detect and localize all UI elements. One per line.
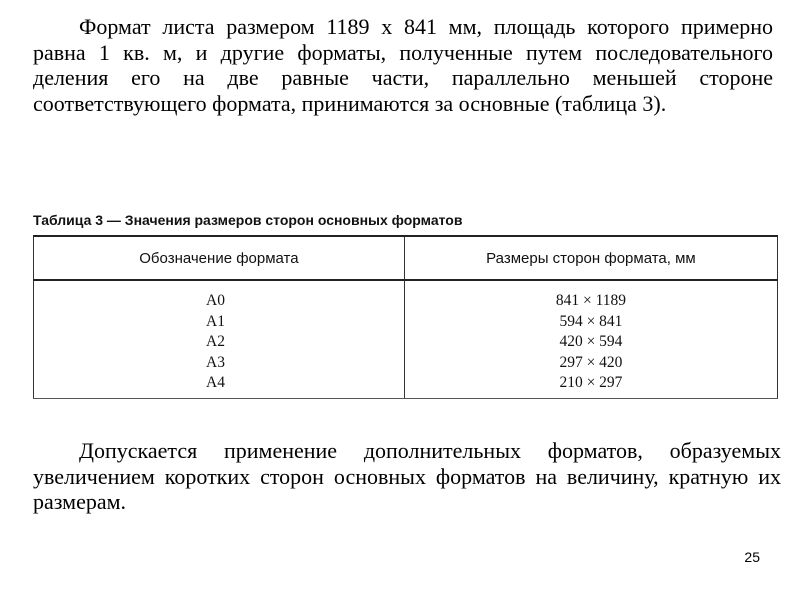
size-list <box>405 291 777 394</box>
designation-list <box>34 291 404 394</box>
table-caption: Таблица 3 — Значения размеров сторон основных форматов <box>33 212 463 228</box>
header-designation: Обозначение формата <box>34 236 405 280</box>
designation-a1: А1 <box>206 312 225 330</box>
additional-formats-paragraph: Допускается применение дополнительных форматов, образуемых увеличением коротких сторон основных форматов на величину, кратную их размерам. <box>33 438 781 514</box>
size-a3: 297 × 420 <box>559 353 623 371</box>
size-a1: 594 × 841 <box>559 312 623 330</box>
size-cell <box>404 280 777 399</box>
size-a2: 420 × 594 <box>559 333 623 350</box>
intro-paragraph: Формат листа размером 1189 х 841 мм, площадь которого примерно равна 1 кв. м, и другие форматы, полученные путем последовательного деления его на две равные части, параллельно меньшей стороне соответствующего формата, принимаются за основные (таблица 3). <box>33 14 773 116</box>
designation-a3: А3 <box>206 353 225 371</box>
designation-a4: А4 <box>206 374 225 391</box>
formats-table <box>33 235 778 399</box>
designation-cell <box>34 280 405 399</box>
page-number: 25 <box>744 549 760 565</box>
designation-a0: А0 <box>206 292 225 309</box>
size-a4: 210 × 297 <box>559 374 623 391</box>
size-a0: 841 × 1189 <box>555 292 627 309</box>
table-body-row <box>34 280 778 399</box>
designation-a2: А2 <box>206 333 225 350</box>
header-sizes: Размеры сторон формата, мм <box>404 236 777 280</box>
table-header-row <box>34 236 778 280</box>
